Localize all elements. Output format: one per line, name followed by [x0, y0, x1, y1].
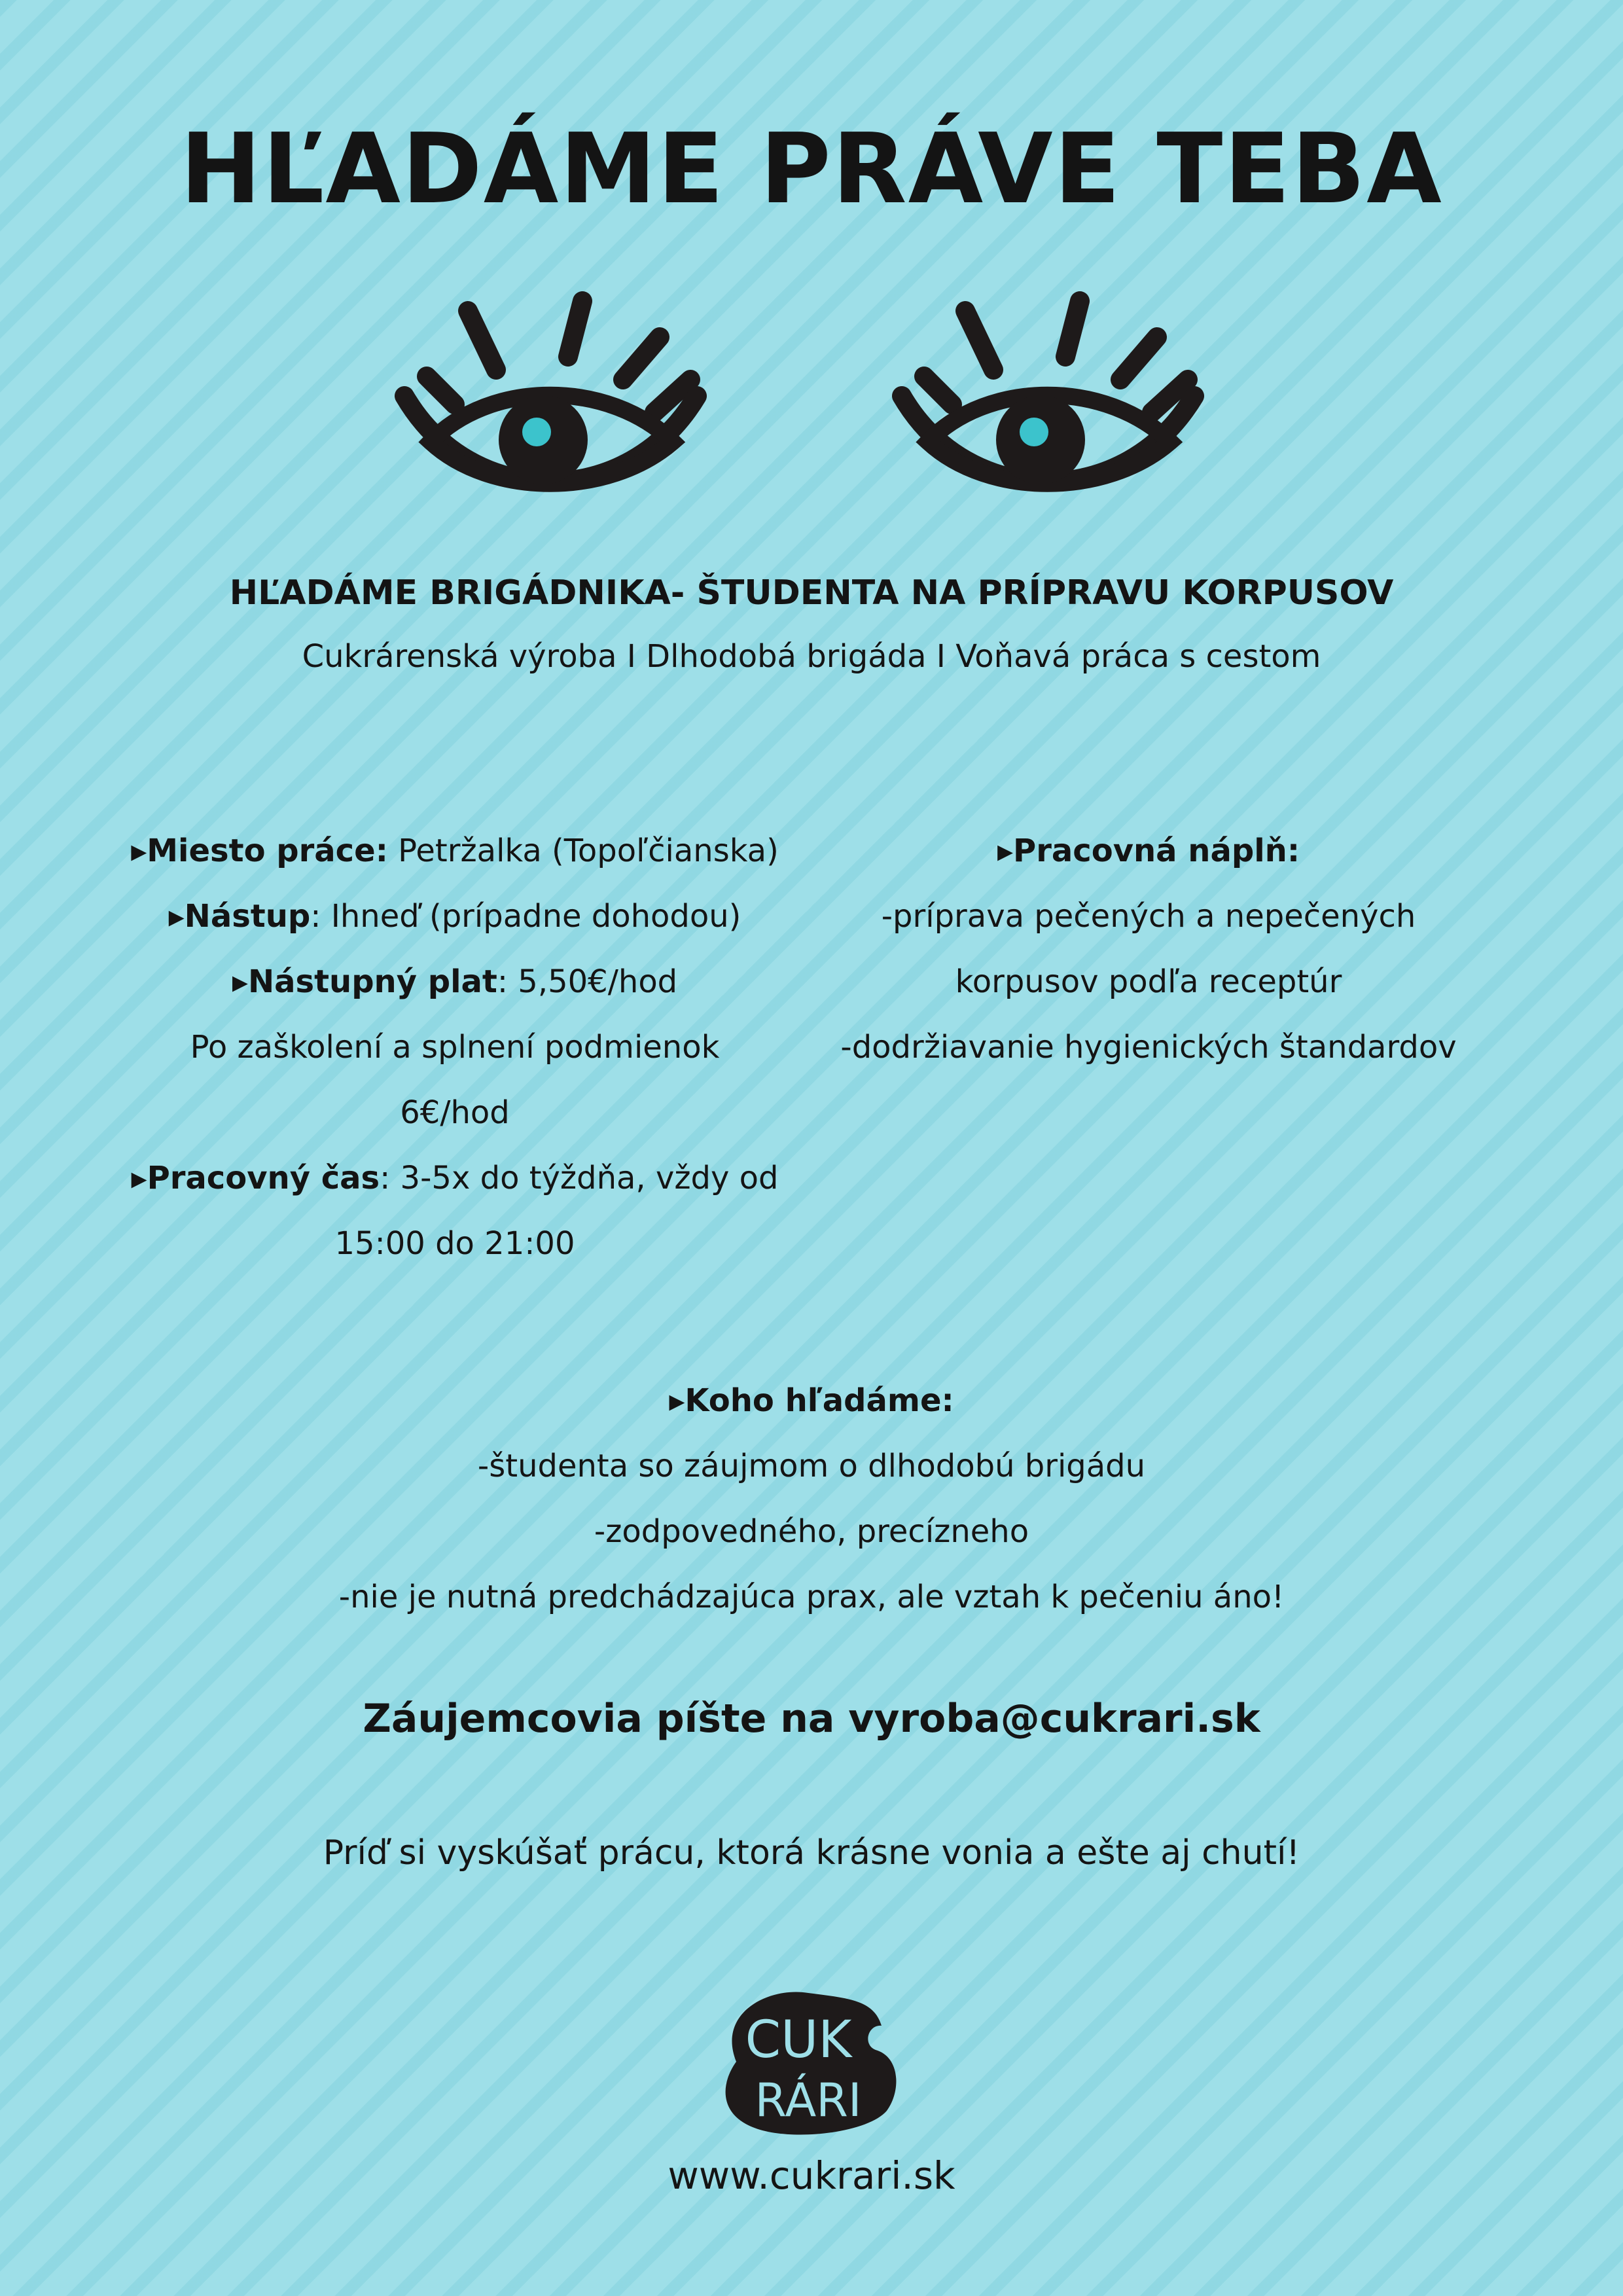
duties-item: -dodržiavanie hygienických štandardov	[840, 1029, 1457, 1066]
pay-note-line: Po zaškolení a splnení podmienok	[190, 1029, 720, 1066]
eye-icon	[890, 288, 1204, 511]
location-line	[128, 818, 782, 884]
who-label: ▸Koho hľadáme:	[669, 1382, 954, 1419]
duties-item: korpusov podľa receptúr	[955, 963, 1342, 1000]
logo-text-bottom: RÁRI	[755, 2073, 862, 2127]
who-item: -študenta so záujmom o dlhodobú brigádu	[477, 1448, 1146, 1484]
job-subheadline: Cukrárenská výroba I Dlhodobá brigáda I Voňavá práca s cestom	[302, 638, 1321, 675]
eye-icon	[393, 288, 707, 511]
hours-value: : 3-5x do týždňa, vždy od	[380, 1160, 779, 1196]
location-label: ▸Miesto práce:	[131, 833, 388, 869]
pay-label: ▸Nástupný plat	[232, 963, 497, 1000]
website-link[interactable]: www.cukrari.sk	[668, 2153, 955, 2198]
who-section	[0, 1368, 1623, 1630]
duties-column	[821, 818, 1476, 1080]
cukrari-logo	[710, 1986, 900, 2137]
hours-time: 15:00 do 21:00	[334, 1225, 575, 1262]
pay-line	[128, 949, 782, 1014]
contact-line[interactable]: Záujemcovia píšte na vyroba@cukrari.sk	[363, 1696, 1260, 1742]
eyes-illustration	[393, 288, 1230, 511]
who-item: -nie je nutná predchádzajúca prax, ale vztah k pečeniu áno!	[338, 1579, 1285, 1615]
job-headline: HĽADÁME BRIGÁDNIKA- ŠTUDENTA NA PRÍPRAVU KORPUSOV	[229, 573, 1394, 613]
who-item: -zodpovedného, precízneho	[594, 1513, 1029, 1550]
hours-label: ▸Pracovný čas	[131, 1160, 380, 1196]
start-label: ▸Nástup	[168, 898, 311, 935]
logo-text-top: CUK	[745, 2011, 852, 2070]
start-value: : Ihneď (prípadne dohodou)	[310, 898, 741, 935]
location-value: Petržalka (Topoľčianska)	[387, 833, 779, 869]
pay-note-value: 6€/hod	[400, 1094, 510, 1131]
poster-title: HĽADÁME PRÁVE TEBA	[180, 113, 1443, 225]
pay-value: : 5,50€/hod	[497, 963, 678, 1000]
invite-line: Príď si vyskúšať prácu, ktorá krásne vonia a ešte aj chutí!	[323, 1833, 1300, 1873]
job-details-column	[128, 818, 782, 1276]
duties-label: ▸Pracovná náplň:	[997, 833, 1300, 869]
start-line	[128, 884, 782, 949]
hours-line	[128, 1145, 782, 1211]
duties-item: -príprava pečených a nepečených	[881, 898, 1416, 935]
